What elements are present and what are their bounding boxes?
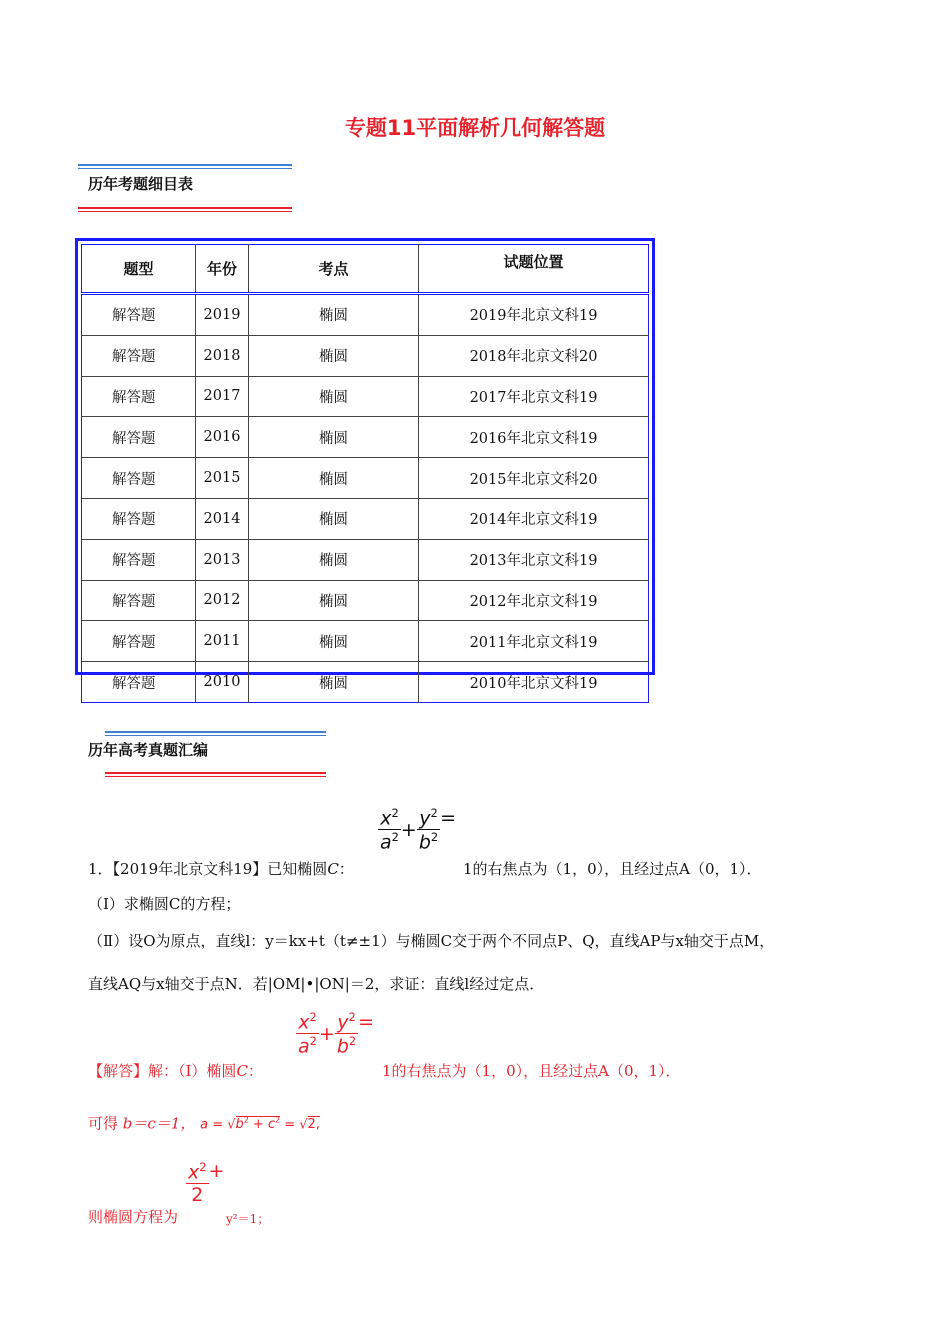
cell-year: 2016 xyxy=(196,417,249,458)
section1-rule-bottom xyxy=(78,207,292,209)
solution-line-3-tail xyxy=(226,1208,269,1230)
solution-ellipse-formula: $\frac{x^2}{a^2}$ + $\frac{y^2}{b^2}$ = xyxy=(298,1010,375,1058)
b-var: b xyxy=(235,1117,244,1133)
section2-rule-bottom xyxy=(105,772,326,774)
table-row xyxy=(82,376,649,417)
sqrt2-value: 2, xyxy=(307,1117,320,1133)
cell-type: 解答题 xyxy=(82,458,196,499)
problem-tail: 1的右焦点为（1，0），且经过点 xyxy=(463,860,680,878)
problem-part2: （Ⅱ）设O为原点，直线l：y＝kx+t（t≠±1）与椭圆C交于两个不同点P、Q，直线AP与x轴交于点M， xyxy=(88,932,775,950)
cell-position: 2019年北京文科19 xyxy=(419,294,649,336)
problem-part1: （Ⅰ）求椭圆C的方程； xyxy=(88,895,241,913)
table-row xyxy=(82,417,649,458)
table-row xyxy=(82,580,649,621)
table-row xyxy=(82,498,649,539)
cell-topic: 椭圆 xyxy=(249,417,419,458)
table-row xyxy=(82,458,649,499)
cell-topic: 椭圆 xyxy=(249,621,419,662)
section2-rule-top2 xyxy=(105,735,326,736)
cell-year: 2017 xyxy=(196,376,249,417)
header-topic: 考点 xyxy=(249,245,419,294)
cell-year: 2013 xyxy=(196,539,249,580)
cell-position: 2017年北京文科19 xyxy=(419,376,649,417)
header-type: 题型 xyxy=(82,245,196,294)
header-year: 年份 xyxy=(196,245,249,294)
cell-year: 2011 xyxy=(196,621,249,662)
cell-position: 2011年北京文科19 xyxy=(419,621,649,662)
cell-position: 2010年北京文科19 xyxy=(419,662,649,703)
solution-line-3 xyxy=(88,1206,178,1228)
solution-a-formula: $a = √b^2 + c^2 = √2$, xyxy=(200,1116,320,1133)
solution-lead: 【解答】解：（Ⅰ）椭圆 xyxy=(88,1062,237,1080)
cell-type: 解答题 xyxy=(82,294,196,336)
cell-topic: 椭圆 xyxy=(249,376,419,417)
table-row xyxy=(82,294,649,336)
cell-position: 2018年北京文科20 xyxy=(419,335,649,376)
cell-position: 2015年北京文科20 xyxy=(419,458,649,499)
a-var: a xyxy=(200,1117,209,1133)
cell-year: 2018 xyxy=(196,335,249,376)
solution-line2-start: 可得 xyxy=(88,1114,119,1133)
cell-type: 解答题 xyxy=(82,376,196,417)
section1-rule-bottom2 xyxy=(78,211,292,212)
cell-position: 2013年北京文科19 xyxy=(419,539,649,580)
cell-year: 2012 xyxy=(196,580,249,621)
problem-ellipse-formula: $\frac{x^2}{a^2}$ + $\frac{y^2}{b^2}$ = xyxy=(380,806,457,854)
cell-topic: 椭圆 xyxy=(249,294,419,336)
section1-rule-top xyxy=(78,164,292,166)
cell-topic: 椭圆 xyxy=(249,458,419,499)
section2-rule-top xyxy=(105,731,326,733)
cell-topic: 椭圆 xyxy=(249,335,419,376)
cell-type: 解答题 xyxy=(82,335,196,376)
table-row xyxy=(82,335,649,376)
solution-line3-tail: y²＝1； xyxy=(226,1212,270,1226)
problem-part2b: 直线AQ与x轴交于点N．若|OM|•|ON|＝2，求证：直线l经过定点． xyxy=(88,975,545,993)
cell-type: 解答题 xyxy=(82,498,196,539)
cell-position: 2012年北京文科19 xyxy=(419,580,649,621)
solution-line-2 xyxy=(88,1110,320,1136)
cell-topic: 椭圆 xyxy=(249,498,419,539)
section2-rule-bottom2 xyxy=(105,776,326,777)
cell-type: 解答题 xyxy=(82,621,196,662)
cell-type: 解答题 xyxy=(82,417,196,458)
c-var: c xyxy=(267,1117,276,1133)
cell-year: 2014 xyxy=(196,498,249,539)
problem-line-1: 1．【2019年北京文科19】已知椭圆C： xyxy=(88,860,354,878)
solution-tail: 1的右焦点为（1，0），且经过点 xyxy=(382,1062,599,1080)
cell-position: 2016年北京文科19 xyxy=(419,417,649,458)
problem-line-1-tail xyxy=(463,858,762,880)
problem-point: A（0，1）． xyxy=(679,860,762,878)
cell-year: 2019 xyxy=(196,294,249,336)
solution-c-label: C xyxy=(236,1062,248,1080)
solution-line-1: 【解答】解：（Ⅰ）椭圆C： xyxy=(88,1062,263,1080)
solution-line2-eq: b＝c＝1， xyxy=(122,1114,196,1133)
exam-table-frame xyxy=(75,238,655,692)
cell-year: 2015 xyxy=(196,458,249,499)
section1-heading: 历年考题细目表 xyxy=(88,175,194,193)
table-row xyxy=(82,662,649,703)
cell-type: 解答题 xyxy=(82,539,196,580)
exam-table xyxy=(81,244,649,703)
table-row xyxy=(82,621,649,662)
table-row xyxy=(82,539,649,580)
cell-topic: 椭圆 xyxy=(249,662,419,703)
page-title: 专题11平面解析几何解答题 xyxy=(344,116,606,140)
problem-lead: 1．【2019年北京文科19】已知椭圆 xyxy=(88,860,328,878)
cell-type: 解答题 xyxy=(82,580,196,621)
solution-point: A（0，1）． xyxy=(598,1062,681,1080)
solution-line3-label: 则椭圆方程为 xyxy=(88,1208,179,1226)
cell-year: 2010 xyxy=(196,662,249,703)
section1-rule-top2 xyxy=(78,168,292,169)
table-header-row xyxy=(82,245,649,294)
cell-position: 2014年北京文科19 xyxy=(419,498,649,539)
header-position: 试题位置 xyxy=(419,245,649,294)
cell-topic: 椭圆 xyxy=(249,539,419,580)
solution-line-1-tail xyxy=(382,1060,681,1082)
solution-x2-over-2: $\frac{x^2}{2}$ + xyxy=(188,1160,225,1207)
section2-heading: 历年高考真题汇编 xyxy=(88,741,209,759)
cell-type: 解答题 xyxy=(82,662,196,703)
problem-c-label: C xyxy=(327,860,339,878)
cell-topic: 椭圆 xyxy=(249,580,419,621)
